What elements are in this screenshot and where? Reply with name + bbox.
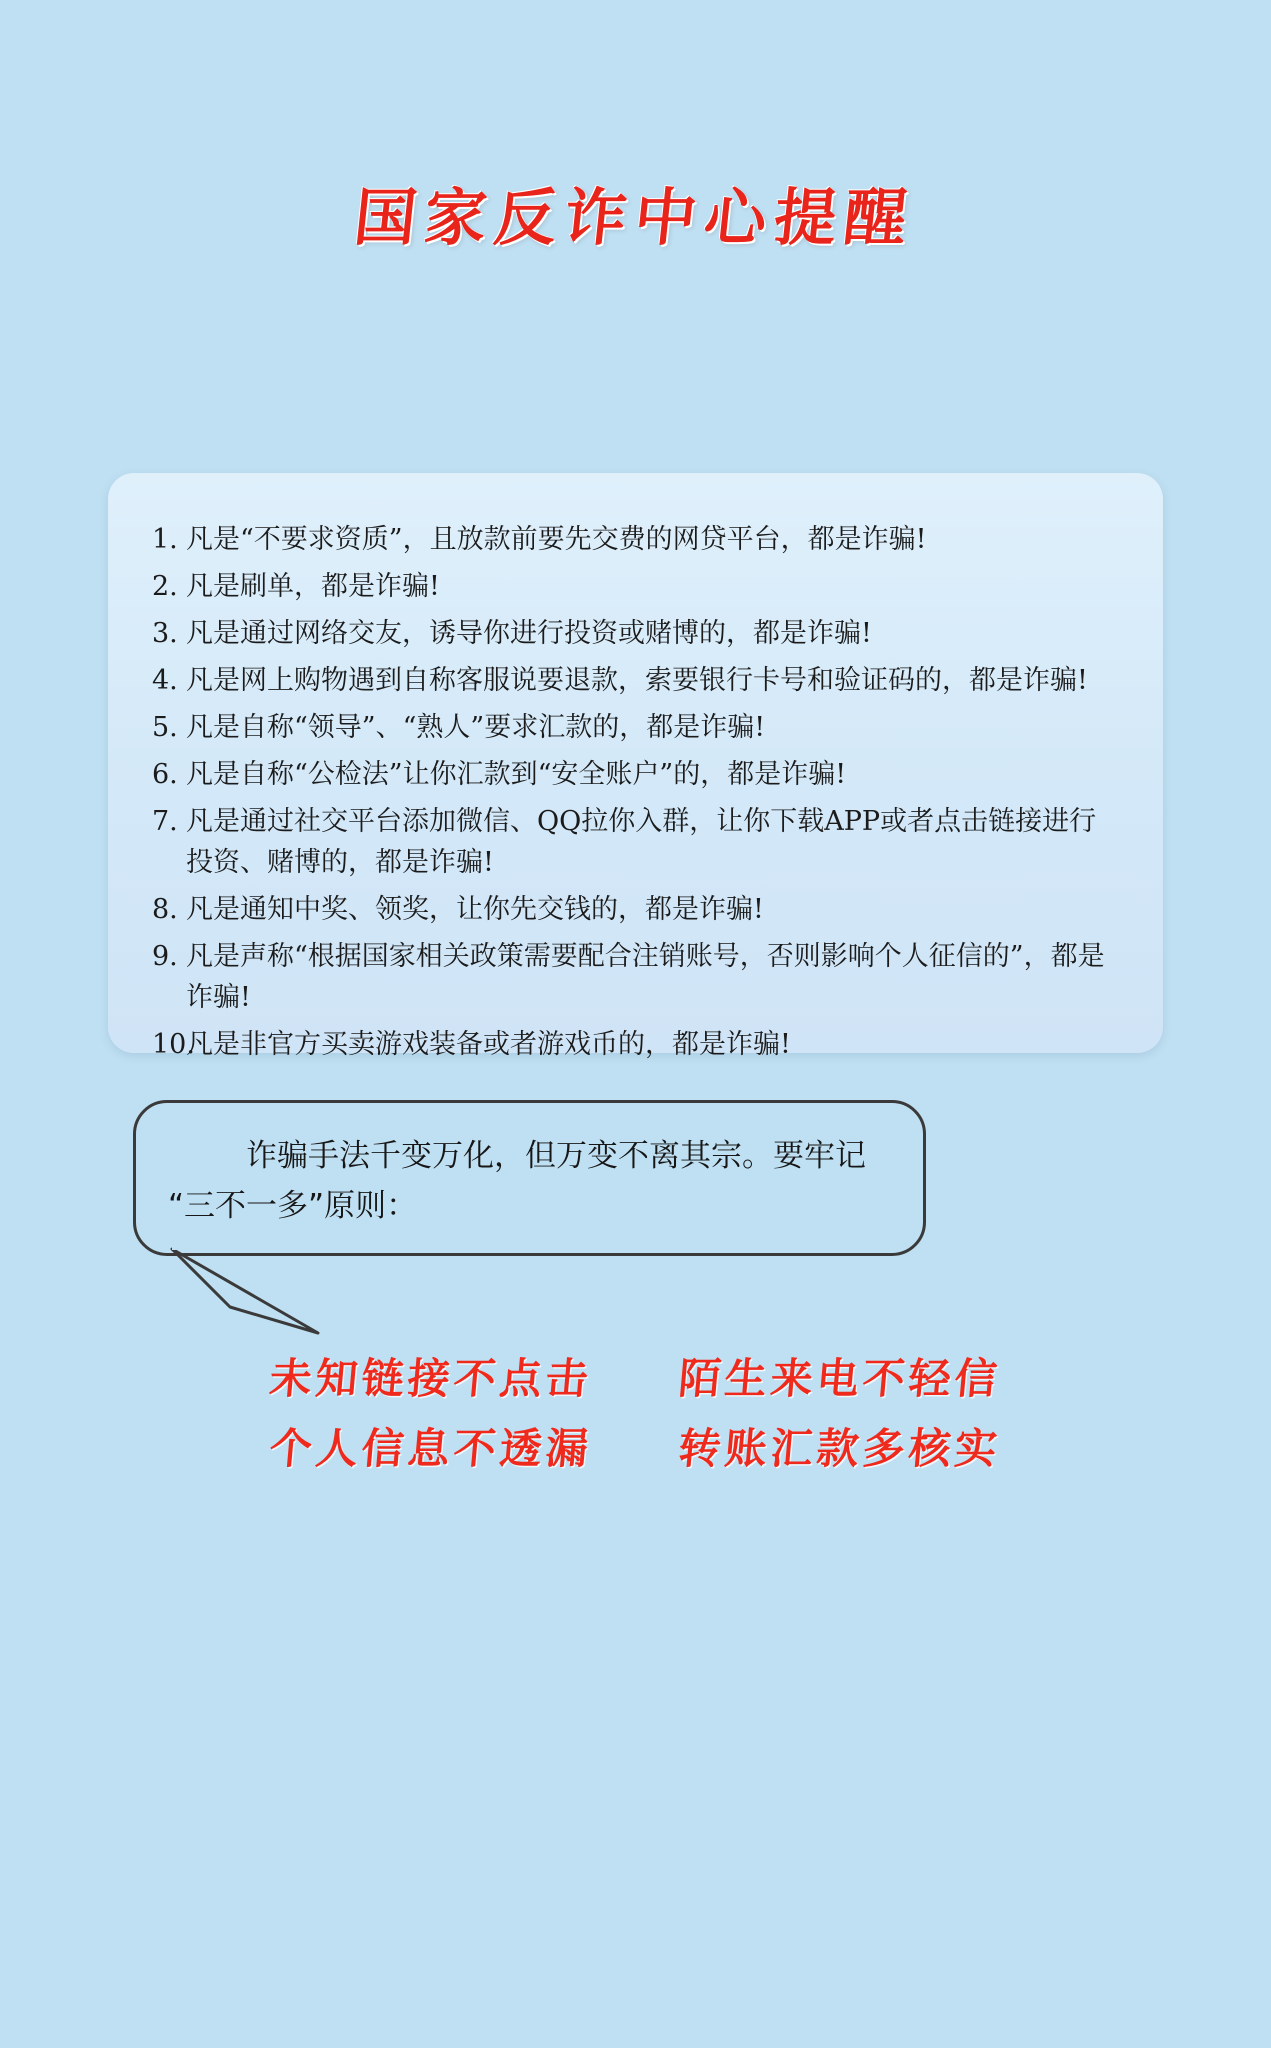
list-item-number: 2.	[152, 571, 178, 602]
list-item	[152, 936, 1119, 1018]
slogan-row-1	[268, 1346, 1003, 1406]
poster-title: 国家反诈中心提醒	[351, 181, 919, 254]
list-item	[152, 566, 1119, 607]
list-item	[152, 613, 1119, 654]
list-item-number: 5.	[152, 712, 178, 743]
speech-bubble	[133, 1100, 926, 1256]
list-item	[152, 1024, 1119, 1065]
list-item	[152, 754, 1119, 795]
poster-title-wrap	[0, 168, 1271, 257]
list-item-text: 凡是自称“公检法”让你汇款到“安全账户”的，都是诈骗!	[186, 759, 847, 790]
list-item-text: 凡是自称“领导”、“熟人”要求汇款的，都是诈骗!	[186, 712, 766, 743]
slogan-row-2	[268, 1416, 1003, 1476]
list-item-number: 8.	[152, 894, 178, 925]
slogan-no-leak-personal-info: 个人信息不透漏	[268, 1424, 595, 1473]
slogan-block	[0, 1346, 1271, 1476]
list-item	[152, 889, 1119, 930]
list-item-text: 凡是“不要求资质”，且放款前要先交费的网贷平台，都是诈骗!	[186, 524, 927, 555]
list-item	[152, 707, 1119, 748]
speech-bubble-line-2	[168, 1181, 891, 1231]
list-item-number: 3.	[152, 618, 178, 649]
speech-bubble-tail-icon	[170, 1247, 330, 1337]
list-item-text: 凡是非官方买卖游戏装备或者游戏币的，都是诈骗!	[186, 1029, 791, 1060]
list-item-text: 凡是通知中奖、领奖，让你先交钱的，都是诈骗!	[186, 894, 764, 925]
list-item-text: 凡是声称“根据国家相关政策需要配合注销账号，否则影响个人征信的”，都是诈骗!	[186, 941, 1105, 1013]
list-item-number: 1.	[152, 524, 178, 555]
speech-bubble-line-1	[168, 1131, 891, 1181]
slogan-no-trust-strange-calls: 陌生来电不轻信	[676, 1354, 1003, 1403]
list-item-text: 凡是通过社交平台添加微信、QQ拉你入群，让你下载APP或者点击链接进行投资、赌博的，都是诈骗!	[186, 806, 1097, 878]
list-item-text: 凡是通过网络交友，诱导你进行投资或赌博的，都是诈骗!	[186, 618, 872, 649]
list-item-number: 4.	[152, 665, 178, 696]
list-item-number: 6.	[152, 759, 178, 790]
list-item	[152, 519, 1119, 560]
list-item-number: 10.	[152, 1029, 195, 1060]
warning-card	[108, 473, 1163, 1060]
list-item-number: 7.	[152, 806, 178, 837]
slogan-verify-transfers: 转账汇款多核实	[676, 1424, 1003, 1473]
list-item-number: 9.	[152, 941, 178, 972]
speech-bubble-text-2: “三不一多”原则：	[168, 1188, 418, 1224]
list-item-text: 凡是网上购物遇到自称客服说要退款，索要银行卡号和验证码的，都是诈骗!	[186, 665, 1088, 696]
list-item-text: 凡是刷单，都是诈骗!	[186, 571, 440, 602]
list-item	[152, 801, 1119, 883]
speech-bubble-text-1: 诈骗手法千变万化，但万变不离其宗。要牢记	[246, 1138, 866, 1174]
anti-fraud-poster	[0, 168, 1271, 2048]
warning-list	[152, 519, 1119, 1065]
slogan-no-unknown-links: 未知链接不点击	[268, 1354, 595, 1403]
list-item	[152, 660, 1119, 701]
